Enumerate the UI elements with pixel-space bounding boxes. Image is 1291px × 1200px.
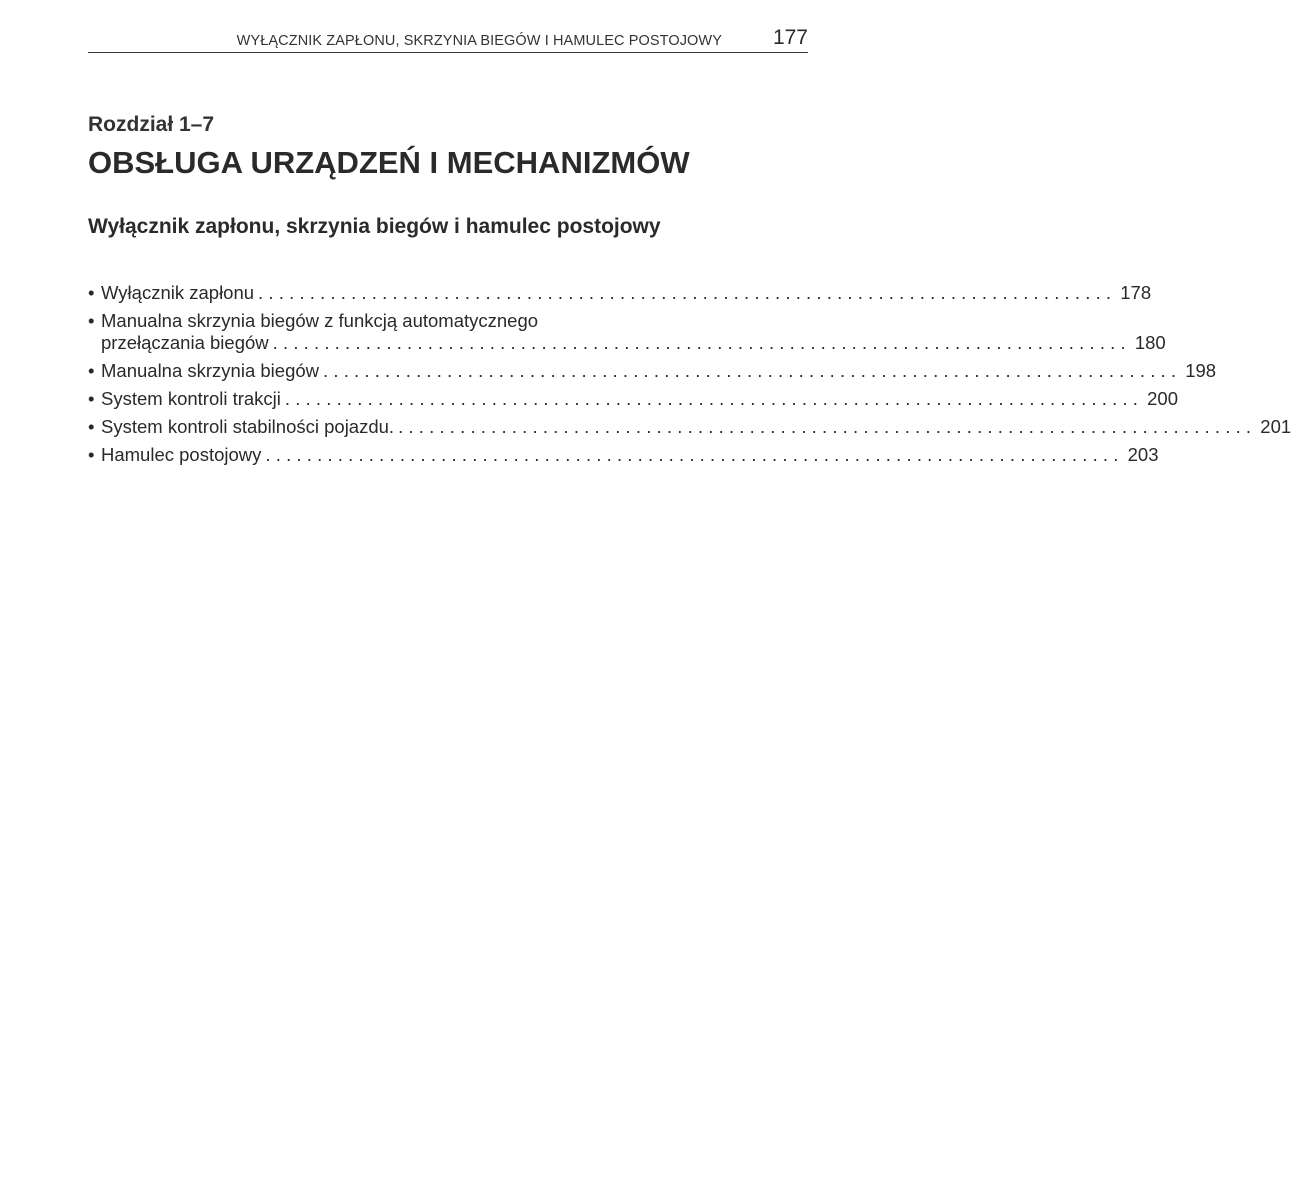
- toc-entry-title: System kontroli stabilności pojazdu.: [101, 416, 395, 437]
- dot-leader: ...................................................................................: [258, 282, 1117, 303]
- toc-entry[interactable]: [88, 310, 1166, 354]
- bullet-icon: •: [88, 416, 95, 437]
- bullet-icon: •: [88, 388, 95, 409]
- toc-entry-title: Wyłącznik zapłonu: [101, 282, 255, 303]
- toc-entry[interactable]: [88, 416, 1291, 438]
- toc-entry[interactable]: [88, 388, 1178, 410]
- toc-entry-page: 178: [1120, 282, 1152, 303]
- toc-entry-title: System kontroli trakcji: [101, 388, 281, 409]
- dot-leader: ...................................................................................: [272, 332, 1131, 353]
- chapter-title: OBSŁUGA URZĄDZEŃ I MECHANIZMÓW: [88, 145, 690, 180]
- toc-entry-page: 198: [1185, 360, 1217, 381]
- toc-entry-page: 203: [1127, 444, 1159, 465]
- running-header: [88, 26, 808, 53]
- table-of-contents: [88, 282, 1291, 472]
- toc-entry[interactable]: [88, 360, 1217, 382]
- toc-entry-title: Manualna skrzynia biegów z funkcją automatycznego: [101, 310, 539, 331]
- toc-entry[interactable]: [88, 444, 1159, 466]
- toc-entry[interactable]: [88, 282, 1152, 304]
- toc-entry-page: 201: [1260, 416, 1291, 437]
- bullet-icon: •: [88, 444, 95, 465]
- dot-leader: ...................................................................................: [398, 416, 1257, 437]
- toc-entry-page: 200: [1147, 388, 1178, 409]
- page-number: 177: [772, 26, 808, 49]
- running-title: WYŁĄCZNIK ZAPŁONU, SKRZYNIA BIEGÓW I HAMULEC POSTOJOWY: [236, 33, 722, 49]
- bullet-icon: •: [88, 360, 95, 381]
- dot-leader: ...................................................................................: [265, 444, 1124, 465]
- toc-entry-title: Hamulec postojowy: [101, 444, 262, 465]
- bullet-icon: •: [88, 282, 95, 303]
- dot-leader: ...................................................................................: [323, 360, 1182, 381]
- section-title: Wyłącznik zapłonu, skrzynia biegów i hamulec postojowy: [88, 215, 661, 238]
- dot-leader: ...................................................................................: [284, 388, 1144, 409]
- toc-entry-title-continued: przełączania biegów: [101, 332, 269, 353]
- bullet-icon: •: [88, 310, 95, 331]
- toc-entry-page: 180: [1134, 332, 1166, 353]
- chapter-label: Rozdział 1–7: [88, 113, 215, 136]
- toc-entry-title: Manualna skrzynia biegów: [101, 360, 320, 381]
